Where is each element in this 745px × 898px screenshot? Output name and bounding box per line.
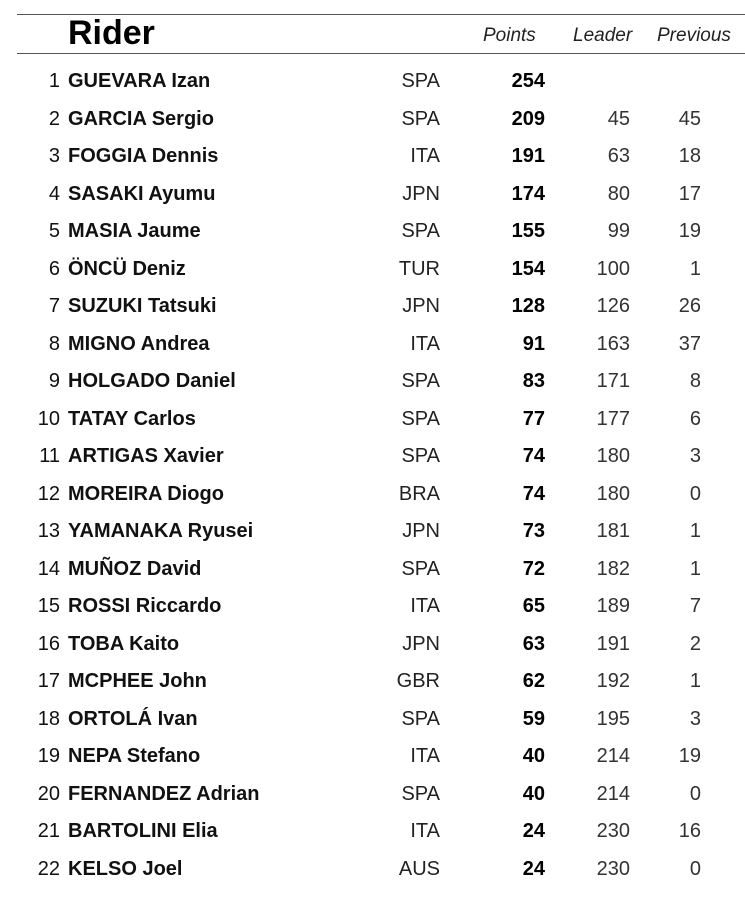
table-row bbox=[0, 251, 745, 289]
rider-name-cell: FERNANDEZ Adrian bbox=[68, 782, 260, 805]
previous-gap-cell: 1 bbox=[689, 257, 701, 280]
rider-name-cell: NEPA Stefano bbox=[68, 745, 201, 767]
position-cell: 21 bbox=[37, 820, 60, 842]
points-cell: 65 bbox=[522, 595, 545, 617]
nationality-cell: GBR bbox=[396, 670, 440, 692]
nationality-cell: ITA bbox=[410, 820, 440, 842]
points-cell: 83 bbox=[522, 370, 545, 392]
points-cell: 74 bbox=[522, 482, 545, 505]
rider-name-cell: KELSO Joel bbox=[68, 857, 183, 880]
previous-gap-cell: 26 bbox=[678, 295, 701, 317]
rider-name-cell: YAMANAKA Ryusei bbox=[68, 520, 254, 542]
points-cell: 154 bbox=[511, 257, 545, 280]
points-cell: 128 bbox=[511, 295, 545, 317]
table-row bbox=[0, 176, 745, 214]
nationality-cell: SPA bbox=[401, 407, 440, 430]
rider-name-cell: ROSSI Riccardo bbox=[68, 595, 222, 617]
nationality-cell: SPA bbox=[401, 782, 440, 805]
rider-name-cell: FOGGIA Dennis bbox=[68, 145, 219, 167]
table-row bbox=[0, 626, 745, 664]
rider-name-cell: SASAKI Ayumu bbox=[68, 182, 216, 205]
table-row bbox=[0, 738, 745, 776]
table-row bbox=[0, 213, 745, 251]
position-cell: 17 bbox=[37, 670, 60, 692]
leader-gap-cell: 230 bbox=[596, 857, 630, 880]
table-row bbox=[0, 401, 745, 439]
position-cell: 5 bbox=[48, 220, 60, 242]
rider-name-cell: TOBA Kaito bbox=[68, 632, 180, 655]
previous-gap-cell: 1 bbox=[689, 670, 701, 692]
rider-name-cell: BARTOLINI Elia bbox=[68, 820, 218, 842]
standings-table bbox=[0, 63, 745, 888]
previous-gap-cell: 18 bbox=[678, 145, 701, 167]
position-cell: 1 bbox=[48, 70, 60, 92]
table-row bbox=[0, 288, 745, 326]
points-cell: 191 bbox=[511, 145, 545, 167]
position-cell: 11 bbox=[39, 445, 60, 467]
previous-gap-cell: 0 bbox=[689, 782, 701, 805]
leader-gap-cell: 230 bbox=[596, 820, 630, 842]
table-row bbox=[0, 63, 745, 101]
table-row bbox=[0, 851, 745, 889]
leader-gap-cell: 182 bbox=[596, 557, 630, 580]
position-cell: 10 bbox=[37, 407, 60, 430]
previous-gap-cell: 37 bbox=[678, 332, 701, 355]
nationality-cell: JPN bbox=[402, 632, 440, 655]
points-cell: 62 bbox=[522, 670, 545, 692]
table-row bbox=[0, 326, 745, 364]
leader-gap-cell: 214 bbox=[596, 745, 630, 767]
previous-gap-cell: 1 bbox=[689, 557, 701, 580]
leader-gap-cell: 45 bbox=[607, 107, 630, 130]
leader-gap-cell: 171 bbox=[596, 370, 630, 392]
position-cell: 6 bbox=[48, 257, 60, 280]
points-cell: 74 bbox=[522, 445, 545, 467]
previous-gap-cell: 19 bbox=[678, 745, 701, 767]
standings-header bbox=[17, 14, 745, 54]
table-row bbox=[0, 663, 745, 701]
leader-gap-cell: 180 bbox=[596, 482, 630, 505]
rider-name-cell: MOREIRA Diogo bbox=[68, 482, 224, 505]
points-cell: 73 bbox=[522, 520, 545, 542]
previous-gap-cell: 0 bbox=[689, 482, 701, 505]
table-row bbox=[0, 813, 745, 851]
position-cell: 4 bbox=[48, 182, 60, 205]
rider-name-cell: ORTOLÁ Ivan bbox=[68, 707, 198, 730]
rider-column-title: Rider bbox=[68, 14, 155, 52]
previous-gap-cell: 6 bbox=[689, 407, 701, 430]
position-cell: 18 bbox=[37, 707, 60, 730]
nationality-cell: TUR bbox=[398, 257, 440, 280]
leader-gap-cell: 195 bbox=[596, 707, 630, 730]
position-cell: 15 bbox=[37, 595, 60, 617]
position-cell: 20 bbox=[37, 782, 60, 805]
previous-gap-cell: 16 bbox=[678, 820, 701, 842]
points-column-header: Points bbox=[483, 25, 536, 46]
nationality-cell: BRA bbox=[398, 482, 440, 505]
rider-name-cell: MUÑOZ David bbox=[68, 557, 202, 580]
rider-name-cell: GARCIA Sergio bbox=[68, 107, 214, 130]
previous-gap-cell: 1 bbox=[689, 520, 701, 542]
points-cell: 209 bbox=[511, 107, 545, 130]
table-row bbox=[0, 701, 745, 739]
position-cell: 13 bbox=[37, 520, 60, 542]
leader-gap-cell: 126 bbox=[596, 295, 630, 317]
rider-name-cell: TATAY Carlos bbox=[68, 407, 196, 430]
previous-gap-cell: 7 bbox=[689, 595, 701, 617]
rider-name-cell: ÖNCÜ Deniz bbox=[68, 257, 186, 280]
points-cell: 155 bbox=[511, 220, 545, 242]
rider-name-cell: MIGNO Andrea bbox=[68, 332, 210, 355]
leader-gap-cell: 163 bbox=[596, 332, 630, 355]
position-cell: 19 bbox=[37, 745, 60, 767]
previous-gap-cell: 19 bbox=[678, 220, 701, 242]
leader-gap-cell: 181 bbox=[596, 520, 630, 542]
points-cell: 174 bbox=[511, 182, 545, 205]
previous-gap-cell: 17 bbox=[678, 182, 701, 205]
leader-gap-cell: 189 bbox=[596, 595, 630, 617]
rider-name-cell: ARTIGAS Xavier bbox=[68, 445, 224, 467]
points-cell: 91 bbox=[522, 332, 545, 355]
points-cell: 59 bbox=[522, 707, 545, 730]
points-cell: 77 bbox=[522, 407, 545, 430]
rider-name-cell: GUEVARA Izan bbox=[68, 70, 211, 92]
leader-gap-cell: 180 bbox=[596, 445, 630, 467]
points-cell: 72 bbox=[522, 557, 545, 580]
table-row bbox=[0, 138, 745, 176]
position-cell: 8 bbox=[48, 332, 60, 355]
leader-gap-cell: 191 bbox=[596, 632, 630, 655]
leader-gap-cell: 100 bbox=[596, 257, 630, 280]
previous-gap-cell: 3 bbox=[689, 445, 701, 467]
table-row bbox=[0, 476, 745, 514]
position-cell: 22 bbox=[37, 857, 60, 880]
nationality-cell: ITA bbox=[410, 595, 440, 617]
table-row bbox=[0, 513, 745, 551]
nationality-cell: SPA bbox=[401, 707, 440, 730]
table-row bbox=[0, 551, 745, 589]
table-row bbox=[0, 438, 745, 476]
nationality-cell: SPA bbox=[401, 445, 440, 467]
leader-gap-cell: 63 bbox=[607, 145, 630, 167]
leader-gap-cell: 192 bbox=[596, 670, 630, 692]
nationality-cell: SPA bbox=[401, 220, 440, 242]
rider-name-cell: MCPHEE John bbox=[68, 670, 207, 692]
position-cell: 16 bbox=[37, 632, 60, 655]
nationality-cell: SPA bbox=[401, 70, 440, 92]
nationality-cell: ITA bbox=[410, 145, 440, 167]
nationality-cell: ITA bbox=[410, 332, 440, 355]
previous-column-header: Previous bbox=[657, 25, 731, 46]
leader-column-header: Leader bbox=[573, 25, 633, 46]
leader-gap-cell: 99 bbox=[607, 220, 630, 242]
previous-gap-cell: 8 bbox=[689, 370, 701, 392]
leader-gap-cell: 214 bbox=[596, 782, 630, 805]
previous-gap-cell: 0 bbox=[689, 857, 701, 880]
table-row bbox=[0, 101, 745, 139]
points-cell: 40 bbox=[522, 782, 545, 805]
points-cell: 24 bbox=[522, 820, 545, 842]
points-cell: 40 bbox=[522, 745, 545, 767]
position-cell: 7 bbox=[48, 295, 60, 317]
nationality-cell: SPA bbox=[401, 557, 440, 580]
nationality-cell: JPN bbox=[402, 520, 440, 542]
previous-gap-cell: 2 bbox=[689, 632, 701, 655]
rider-name-cell: SUZUKI Tatsuki bbox=[68, 295, 217, 317]
nationality-cell: SPA bbox=[401, 370, 440, 392]
nationality-cell: AUS bbox=[398, 857, 440, 880]
nationality-cell: JPN bbox=[402, 182, 440, 205]
position-cell: 12 bbox=[37, 482, 60, 505]
table-row bbox=[0, 363, 745, 401]
nationality-cell: ITA bbox=[410, 745, 440, 767]
nationality-cell: JPN bbox=[402, 295, 440, 317]
position-cell: 14 bbox=[37, 557, 60, 580]
leader-gap-cell: 80 bbox=[607, 182, 630, 205]
previous-gap-cell: 45 bbox=[678, 107, 701, 130]
points-cell: 63 bbox=[522, 632, 545, 655]
position-cell: 9 bbox=[48, 370, 60, 392]
rider-name-cell: HOLGADO Daniel bbox=[68, 370, 236, 392]
rider-name-cell: MASIA Jaume bbox=[68, 220, 201, 242]
table-row bbox=[0, 588, 745, 626]
nationality-cell: SPA bbox=[401, 107, 440, 130]
points-cell: 254 bbox=[511, 70, 545, 92]
table-row bbox=[0, 776, 745, 814]
points-cell: 24 bbox=[522, 857, 545, 880]
previous-gap-cell: 3 bbox=[689, 707, 701, 730]
leader-gap-cell: 177 bbox=[596, 407, 630, 430]
position-cell: 3 bbox=[48, 145, 60, 167]
position-cell: 2 bbox=[48, 107, 60, 130]
